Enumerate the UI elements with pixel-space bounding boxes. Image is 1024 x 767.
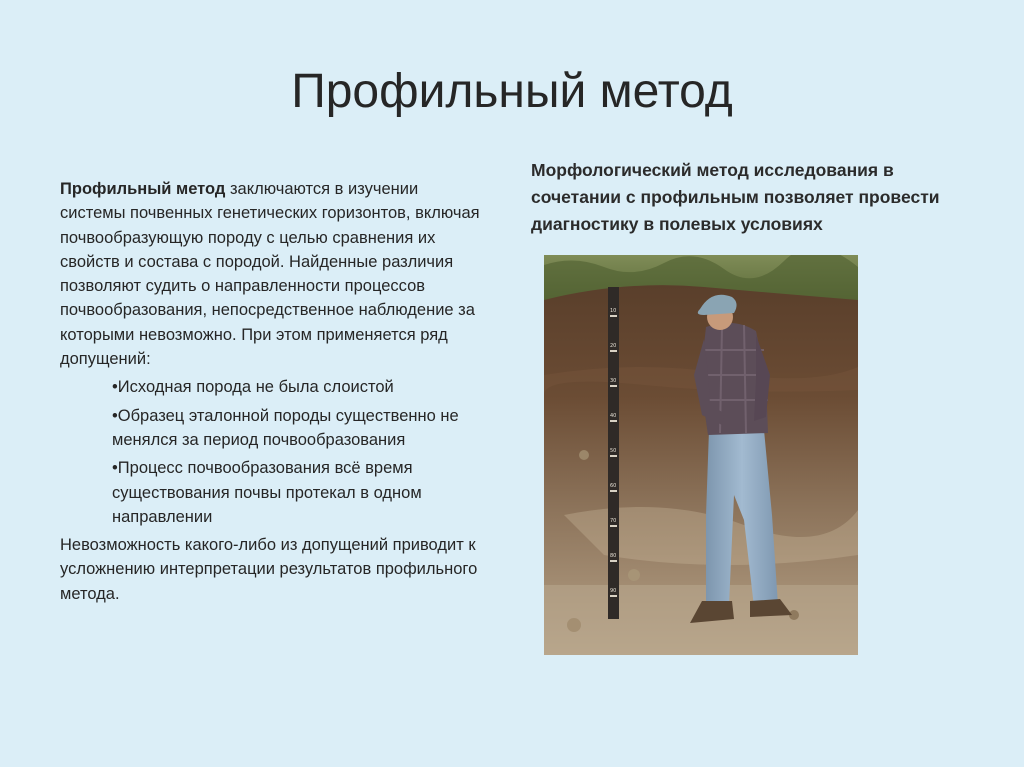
ruler-label: 50 xyxy=(610,448,617,454)
right-heading: Морфологический метод исследования в сочетании с профильным позволяет провести диагностику в полевых условиях xyxy=(531,160,940,234)
ruler-label: 10 xyxy=(610,308,617,314)
ruler-label: 90 xyxy=(610,588,617,594)
ruler-label: 30 xyxy=(610,378,617,384)
left-text-block xyxy=(60,177,480,606)
list-item: •Процесс почвообразования всё время существования почвы протекал в одном направлении xyxy=(112,459,422,526)
ruler-label: 60 xyxy=(610,483,617,489)
conclusion-paragraph: Невозможность какого-либо из допущений приводит к усложнению интерпретации результатов профильного метода. xyxy=(60,536,478,603)
ruler-label: 70 xyxy=(610,518,617,524)
ruler-label: 40 xyxy=(610,413,617,419)
soil-profile-photo xyxy=(544,255,858,655)
intro-text: заключаются в изучении системы почвенных генетических горизонтов, включая почвообразующую породу с целью сравнения их свойств и состава с породой. Найденные различия позволяют судить о направленности процессов почвообразования, непосредственное наблюдение за которыми невозможно. При этом применяется ряд допущений: xyxy=(60,180,480,369)
assumptions-list xyxy=(60,375,480,529)
ruler-label: 20 xyxy=(610,343,617,349)
ruler-label: 80 xyxy=(610,553,617,559)
page-title: Профильный метод xyxy=(291,65,733,118)
intro-paragraph xyxy=(60,177,480,371)
list-item: •Образец эталонной породы существенно не менялся за период почвообразования xyxy=(112,406,459,449)
list-item: •Исходная порода не была слоистой xyxy=(112,378,394,397)
intro-term: Профильный метод xyxy=(60,180,226,198)
